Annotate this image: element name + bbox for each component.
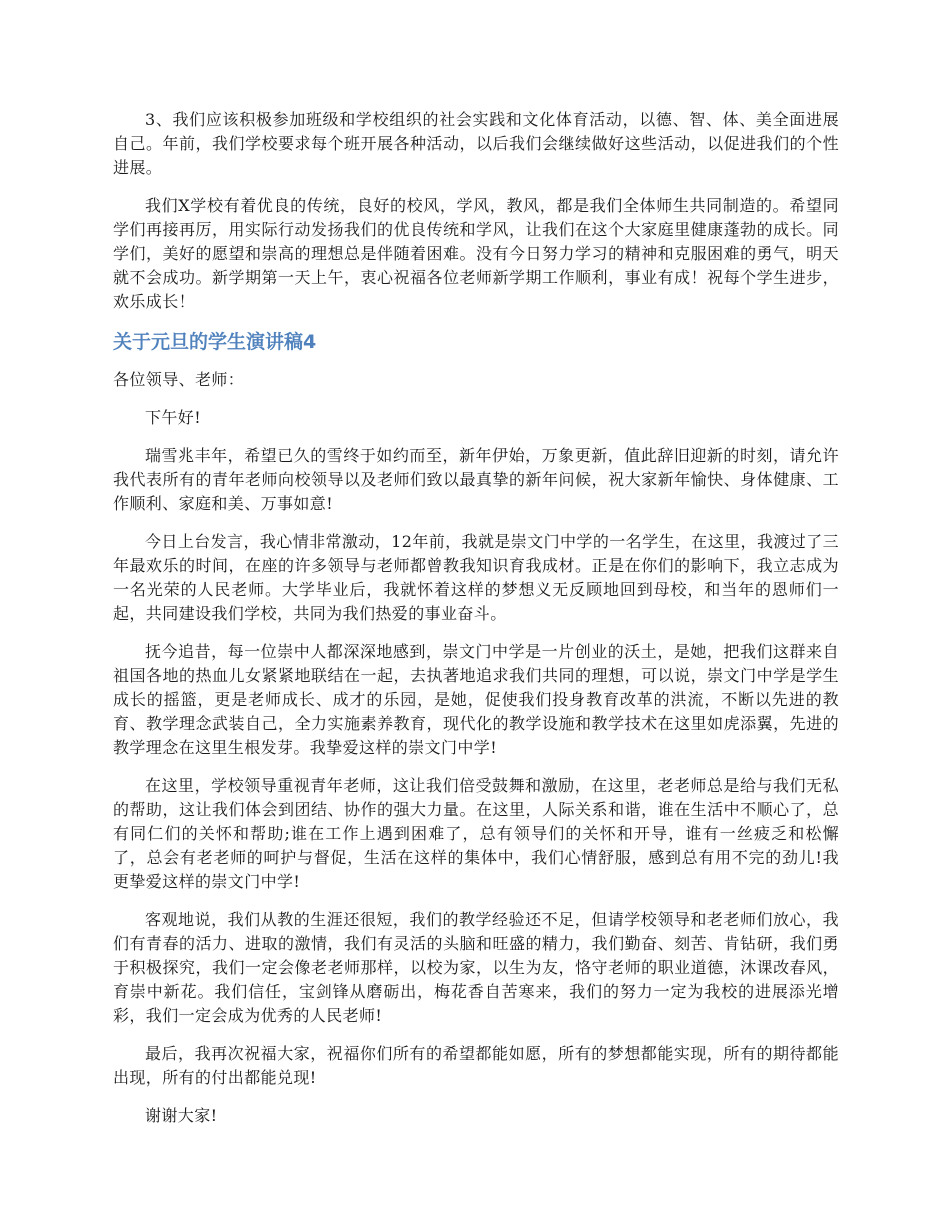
paragraph: 在这里，学校领导重视青年老师，这让我们倍受鼓舞和激励，在这里，老老师总是给与我们无私的帮助，这让我们体会到团结、协作的强大力量。在这里，人际关系和谐，谁在生活中不顺心了，总有同仁们的关怀和帮助;谁在工作上遇到困难了，总有领导们的关怀和开导，谁有一丝疲乏和松懈了，总会有老老师的呵护与督促，生活在这样的集体中，我们心情舒服，感到总有用不完的劲儿!我更挚爱这样的崇文门中学! xyxy=(113,776,839,891)
paragraph: 3、我们应该积极参加班级和学校组织的社会实践和文化体育活动，以德、智、体、美全面进展自己。年前，我们学校要求每个班开展各种活动，以后我们会继续做好这些活动，以促进我们的个性进展。 xyxy=(113,110,839,177)
section-heading: 关于元旦的学生演讲稿4 xyxy=(113,331,317,353)
paragraph: 今日上台发言，我心情非常激动，12年前，我就是崇文门中学的一名学生，在这里，我渡过了三年最欢乐的时间，在座的许多领导与老师都曾教我知识育我成材。正是在你们的影响下，我立志成为一名光荣的人民老师。大学毕业后，我就怀着这样的梦想义无反顾地回到母校，和当年的恩师们一起，共同建设我们学校，共同为我们热爱的事业奋斗。 xyxy=(113,532,839,623)
greeting: 下午好! xyxy=(145,408,202,427)
salutation: 各位领导、老师： xyxy=(113,370,245,389)
document-page xyxy=(113,108,839,1142)
closing: 谢谢大家! xyxy=(145,1106,218,1125)
paragraph: 瑞雪兆丰年，希望已久的雪终于如约而至，新年伊始，万象更新，值此辞旧迎新的时刻，请允许我代表所有的青年老师向校领导以及老师们致以最真挚的新年问候，祝大家新年愉快、身体健康、工作顺利、家庭和美、万事如意! xyxy=(113,446,839,513)
paragraph: 最后，我再次祝福大家，祝福你们所有的希望都能如愿，所有的梦想都能实现，所有的期待都能出现，所有的付出都能兑现! xyxy=(113,1044,839,1087)
paragraph: 我们X学校有着优良的传统，良好的校风，学风，教风，都是我们全体师生共同制造的。希望同学们再接再厉，用实际行动发扬我们的优良传统和学风，让我们在这个大家庭里健康蓬勃的成长。同学们，美好的愿望和崇高的理想总是伴随着困难。没有今日努力学习的精神和克服困难的勇气，明天就不会成功。新学期第一天上午，衷心祝福各位老师新学期工作顺利，事业有成！祝每个学生进步，欢乐成长！ xyxy=(113,196,839,311)
paragraph: 客观地说，我们从教的生涯还很短，我们的教学经验还不足，但请学校领导和老老师们放心，我们有青春的活力、进取的激情，我们有灵活的头脑和旺盛的精力，我们勤奋、刻苦、肯钻研，我们勇于积极探究，我们一定会像老老师那样，以校为家，以生为友，恪守老师的职业道德，沐课改春风，育崇中新花。我们信任，宝剑锋从磨砺出，梅花香自苦寒来，我们的努力一定为我校的进展添光增彩，我们一定会成为优秀的人民老师! xyxy=(113,910,839,1025)
paragraph: 抚今追昔，每一位崇中人都深深地感到，崇文门中学是一片创业的沃土，是她，把我们这群来自祖国各地的热血儿女紧紧地联结在一起，去执著地追求我们共同的理想，可以说，崇文门中学是学生成长的摇篮，更是老师成长、成才的乐园，是她，促使我们投身教育改革的洪流，不断以先进的教育、教学理念武装自己，全力实施素养教育，现代化的教学设施和教学技术在这里如虎添翼，先进的教学理念在这里生根发芽。我挚爱这样的崇文门中学! xyxy=(113,642,839,757)
